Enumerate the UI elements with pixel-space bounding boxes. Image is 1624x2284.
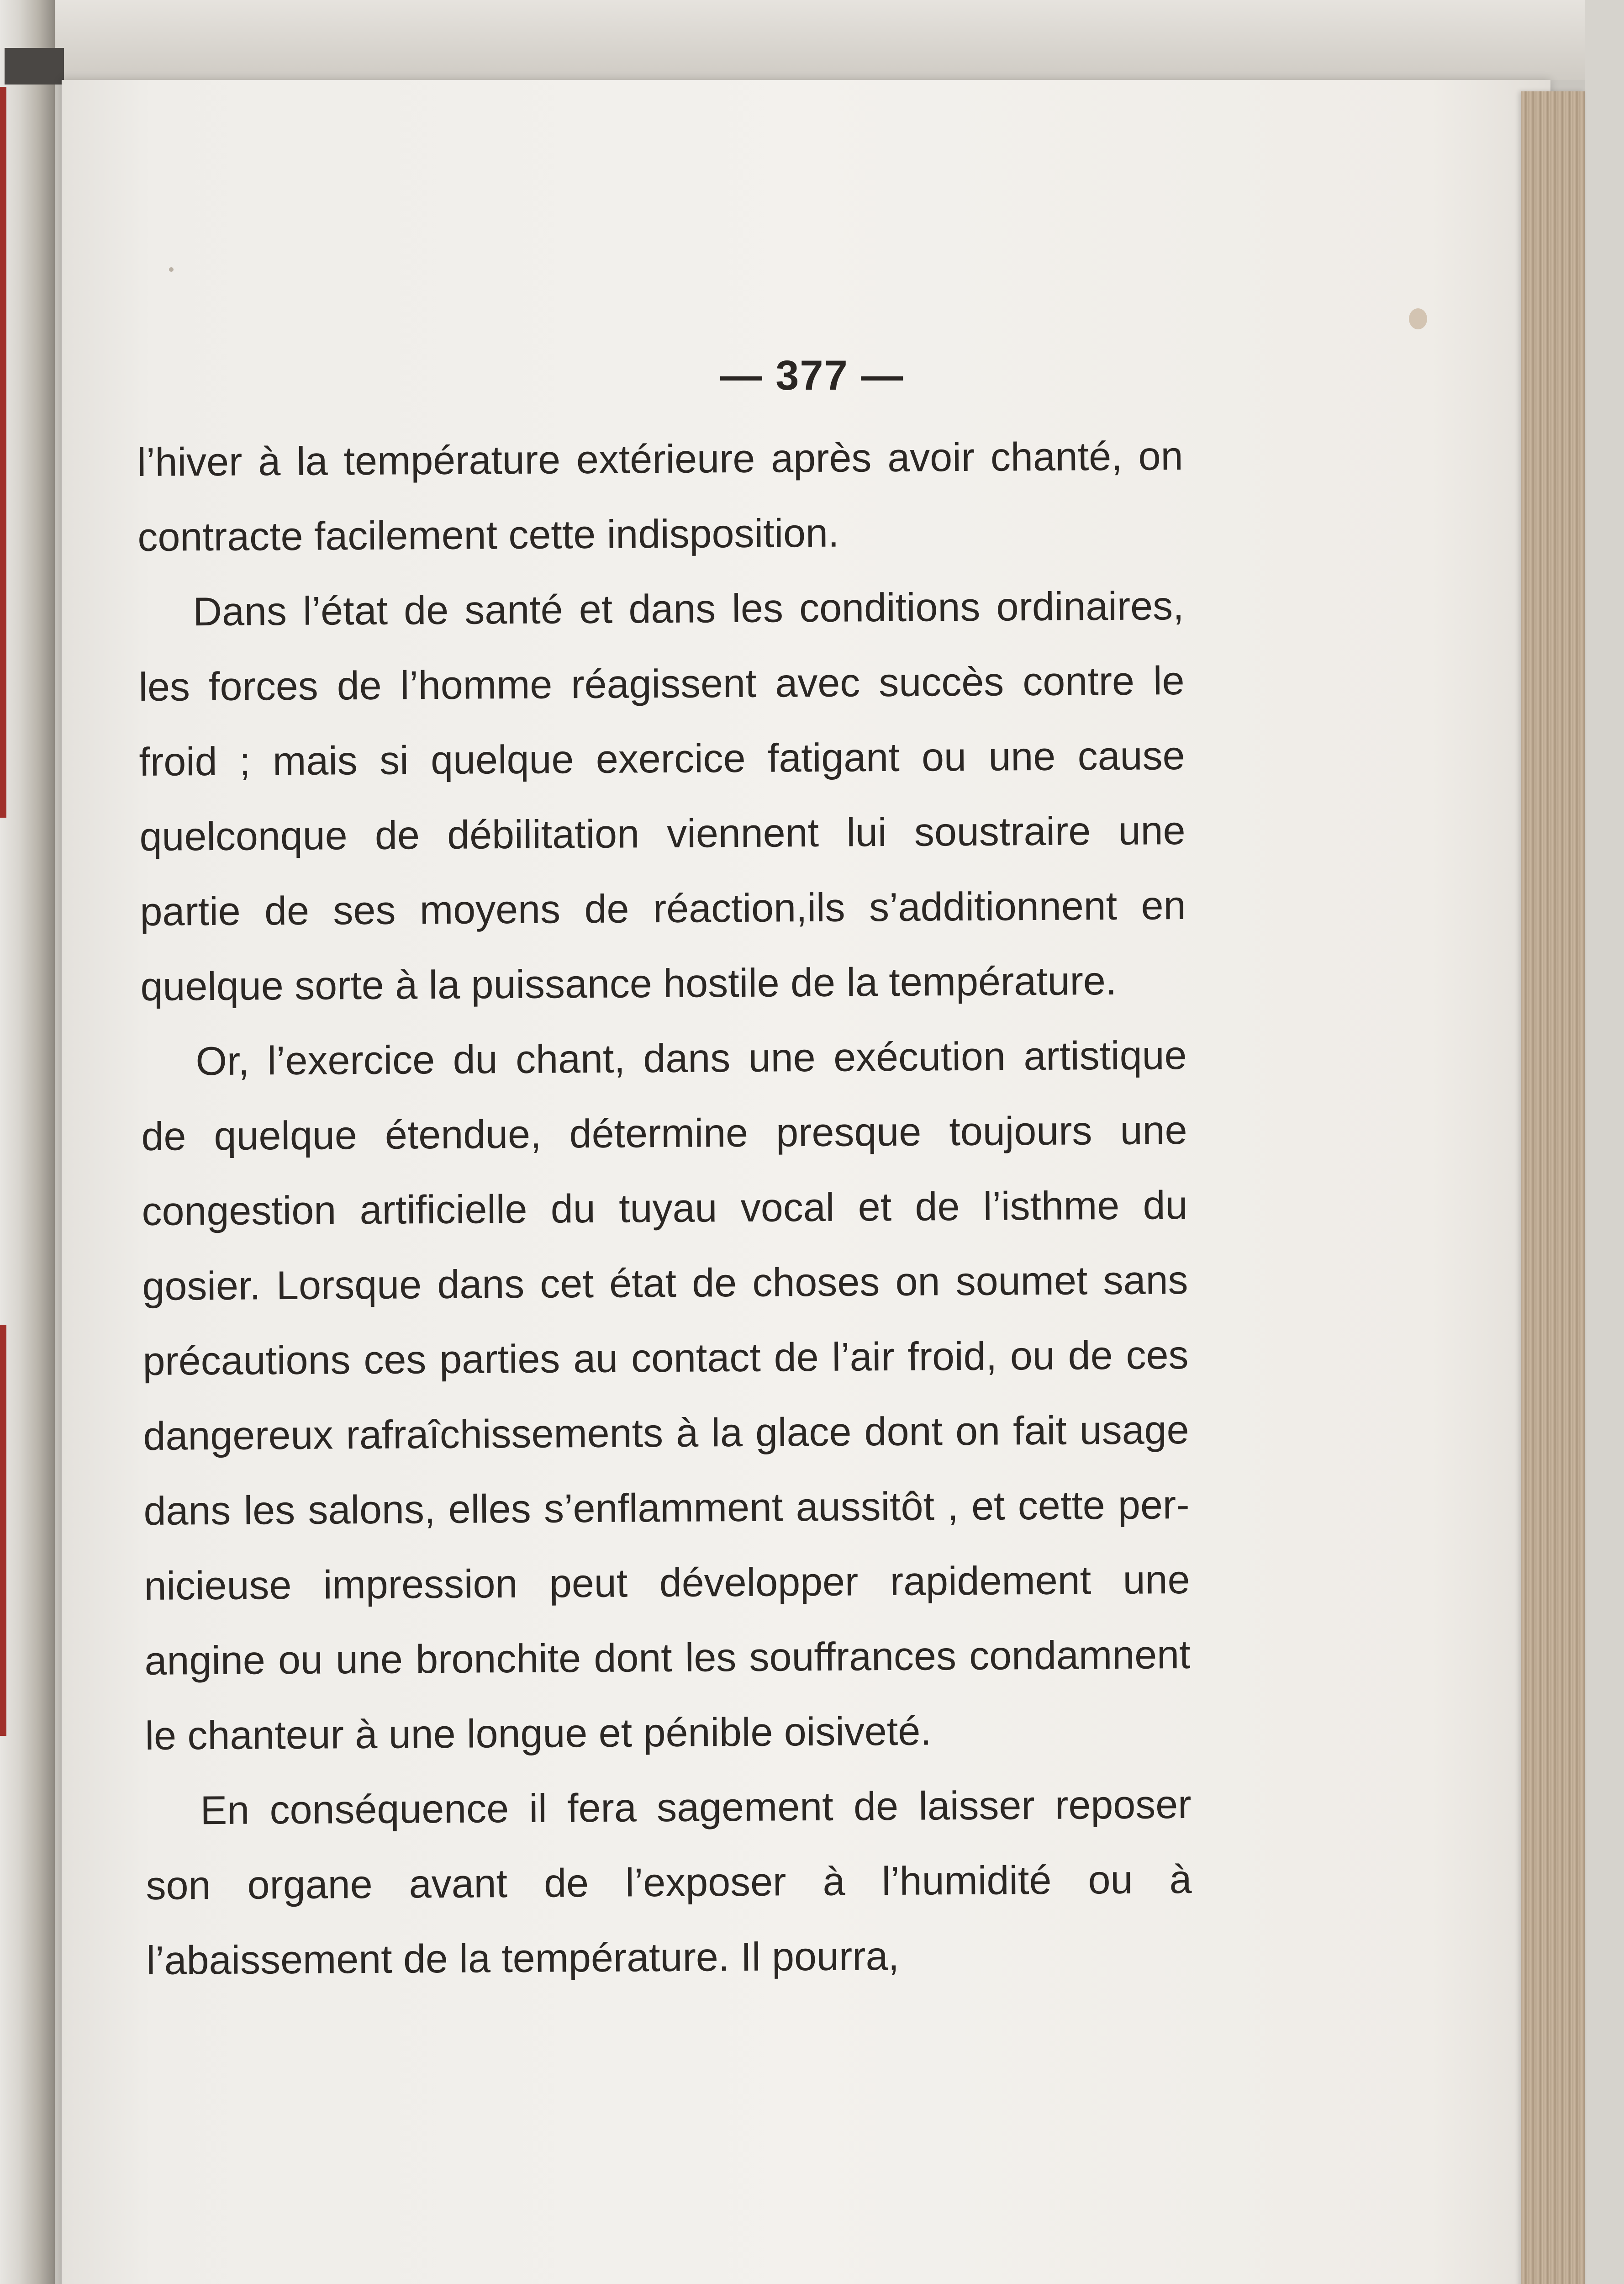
scan-background-top — [55, 0, 1624, 80]
page-number: — 377 — — [720, 352, 904, 399]
scan-background-right — [1585, 0, 1624, 2284]
red-edge-mark — [0, 87, 6, 818]
paragraph: En conséquence il fera sagement de laisser reposer son organe avant de l’exposer à l’humidité ou à l’abaissement de la température. Il pourra, — [146, 1781, 1192, 1983]
paper-speck — [169, 267, 174, 272]
book-fore-edge — [1521, 91, 1585, 2284]
paragraph: Dans l’état de santé et dans les conditions ordinaires, les forces de l’homme réagissent avec succès contre le froid ; mais si quelque exercice fatigant ou une cause quelconque de débilitation viennent lui soustraire une partie de ses moyens de réaction,ils s’additionnent en quelque sorte à la puissance hostile de la température. — [138, 583, 1186, 1009]
binding-tab-top — [5, 48, 64, 85]
paragraph: l’hiver à la température extérieure après avoir chanté, on contracte facilement cette indisposition. — [137, 433, 1183, 560]
paragraph: Or, l’exercice du chant, dans une exécution artistique de quelque étendue, détermine presque toujours une congestion artificielle du tuyau vocal et de l’isthme du gosier. Lorsque dans cet état de choses on soumet sans précautions ces parties au contact de l’air froid, ou de ces dangereux rafraîchissements à la glace dont on fait usage dans les salons, elles s’enflamment aussitôt , et cette pernicieuse impression peut développer rapidement une angine ou une bronchite dont les souffrances condamnent le chanteur à une longue et pénible oisiveté. — [141, 1032, 1191, 1758]
red-edge-mark — [0, 1325, 6, 1736]
paper-speck — [1409, 308, 1427, 329]
page-body-text — [137, 418, 1192, 1998]
previous-page-edge — [0, 0, 55, 2284]
